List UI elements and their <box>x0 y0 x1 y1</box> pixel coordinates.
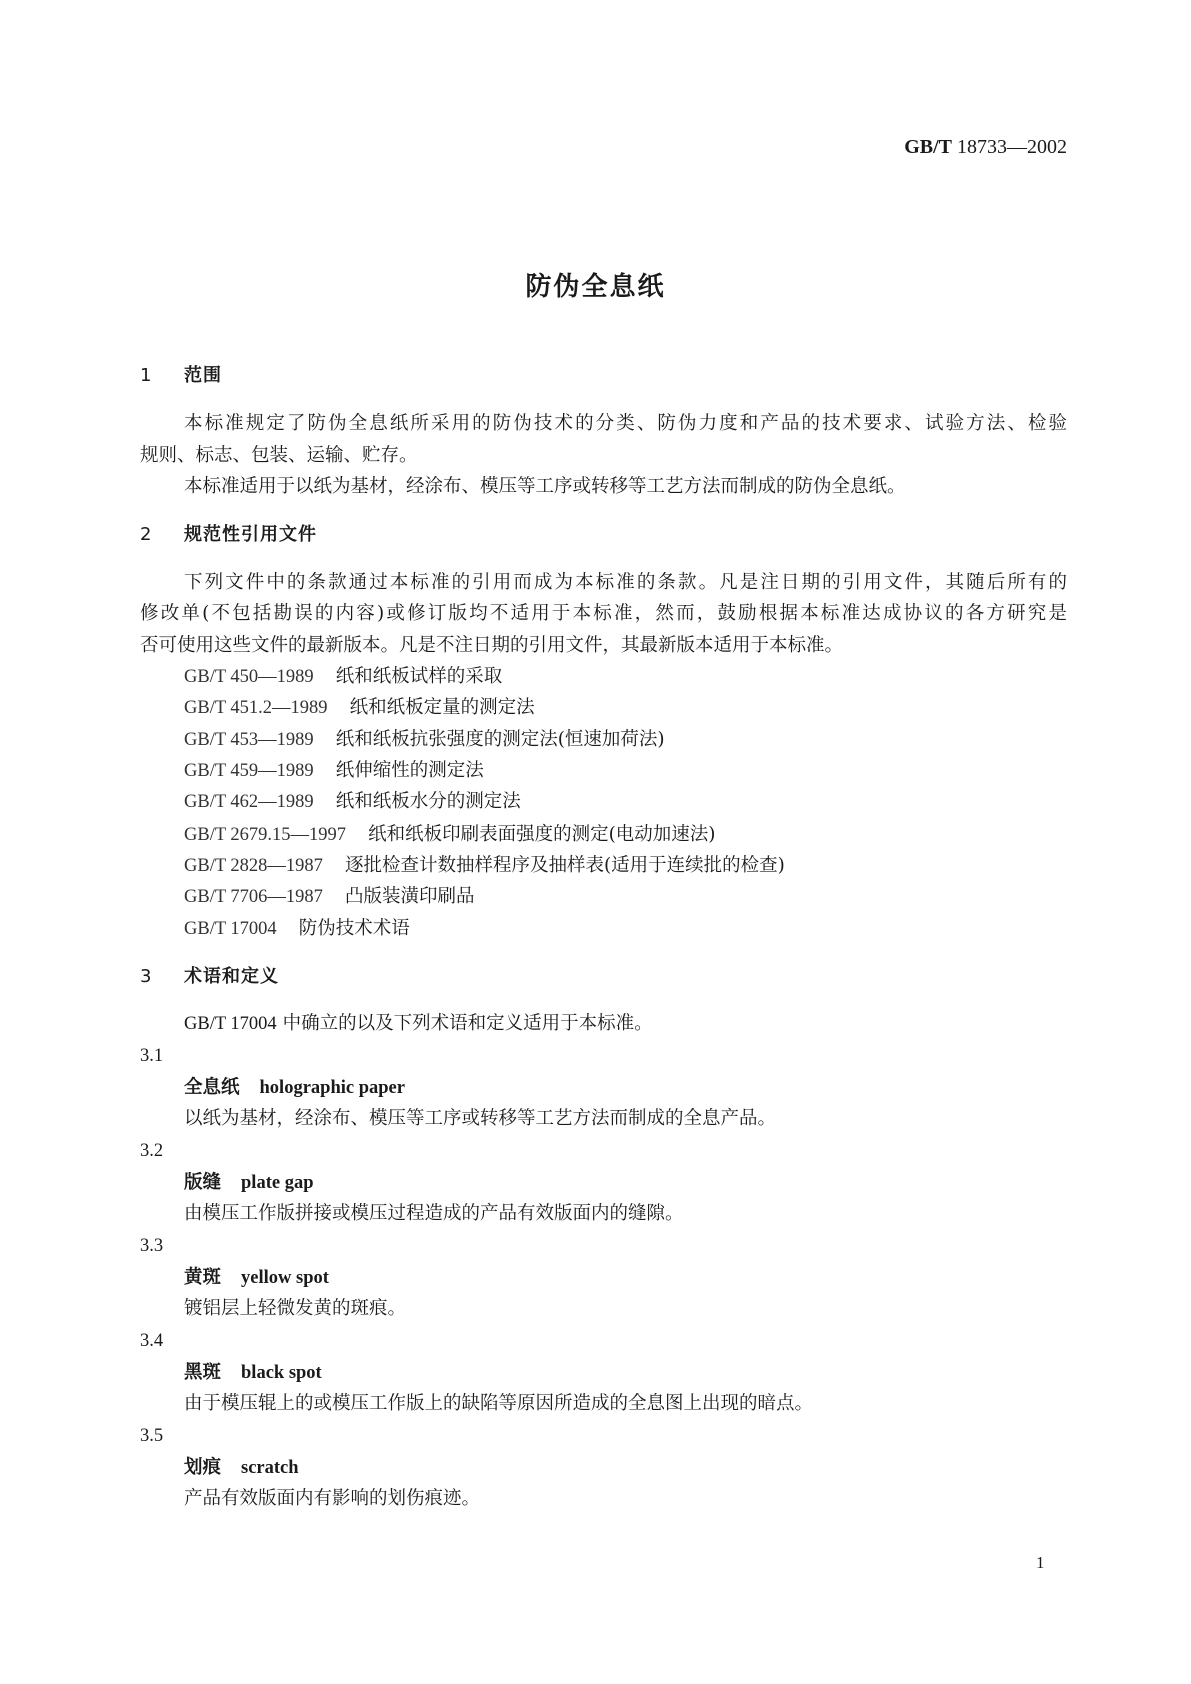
term-number: 3.4 <box>140 1331 164 1351</box>
reference-title: 纸和纸板定量的测定法 <box>349 697 535 718</box>
term-heading <box>184 1076 405 1100</box>
term-definition: 产品有效版面内有影响的划伤痕迹。 <box>184 1488 481 1509</box>
normative-intro-line3: 否可使用这些文件的最新版本。凡是不注日期的引用文件，其最新版本适用于本标准。 <box>140 635 844 656</box>
document-title: 防伪全息纸 <box>525 272 666 302</box>
reference-code: GB/T 453—1989 <box>184 730 314 750</box>
normative-intro-line2: 修改单(不包括勘误的内容)或修订版均不适用于本标准，然而，鼓励根据本标准达成协议的各方研究是 <box>140 603 1067 624</box>
reference-item <box>184 728 665 752</box>
reference-title: 纸和纸板试样的采取 <box>335 666 503 687</box>
reference-item <box>184 696 535 720</box>
term-heading <box>184 1171 313 1195</box>
section-heading-2: 2 规范性引用文件 <box>140 524 317 545</box>
reference-code: GB/T 451.2—1989 <box>184 698 328 718</box>
term-number: 3.3 <box>140 1236 164 1256</box>
scope-paragraph-2: 本标准适用于以纸为基材，经涂布、模压等工序或转移等工艺方法而制成的防伪全息纸。 <box>184 476 906 497</box>
reference-code: GB/T 450—1989 <box>184 667 314 687</box>
term-zh: 全息纸 <box>184 1077 240 1098</box>
term-heading <box>184 1456 299 1480</box>
terms-intro: GB/T 17004 中确立的以及下列术语和定义适用于本标准。 <box>184 1013 653 1034</box>
reference-title: 纸和纸板抗张强度的测定法(恒速加荷法) <box>335 729 665 750</box>
reference-code: GB/T 7706—1987 <box>184 887 323 907</box>
section-heading-3: 3 术语和定义 <box>140 966 279 987</box>
reference-code: GB/T 2679.15—1997 <box>184 825 347 845</box>
reference-item <box>184 790 521 814</box>
term-number: 3.2 <box>140 1141 164 1161</box>
reference-item <box>184 665 502 689</box>
term-en: scratch <box>241 1458 299 1478</box>
term-definition: 由模压工作版拼接或模压过程造成的产品有效版面内的缝隙。 <box>184 1203 684 1224</box>
reference-item <box>184 885 474 909</box>
reference-code: GB/T 2828—1987 <box>184 856 323 876</box>
scope-paragraph-1: 本标准规定了防伪全息纸所采用的防伪技术的分类、防伪力度和产品的技术要求、试验方法、检验 <box>184 413 1067 434</box>
term-zh: 划痕 <box>184 1457 222 1478</box>
reference-item <box>184 759 484 783</box>
reference-title: 纸和纸板水分的测定法 <box>335 791 521 812</box>
term-number: 3.1 <box>140 1046 164 1066</box>
term-definition: 由于模压辊上的或模压工作版上的缺陷等原因所造成的全息图上出现的暗点。 <box>184 1393 814 1414</box>
term-en: plate gap <box>241 1173 314 1193</box>
reference-code: GB/T 459—1989 <box>184 761 314 781</box>
reference-title: 纸伸缩性的测定法 <box>335 760 484 781</box>
reference-item <box>184 917 410 941</box>
reference-title: 防伪技术术语 <box>298 918 410 939</box>
standard-number: GB/T 18733—2002 <box>904 136 1067 158</box>
reference-title: 纸和纸板印刷表面强度的测定(电动加速法) <box>368 824 716 845</box>
reference-title: 逐批检查计数抽样程序及抽样表(适用于连续批的检查) <box>344 855 785 876</box>
term-en: black spot <box>241 1363 322 1383</box>
reference-item <box>184 854 785 878</box>
term-zh: 版缝 <box>184 1172 222 1193</box>
term-en: yellow spot <box>241 1268 329 1288</box>
section-heading-1: 1 范围 <box>140 365 222 386</box>
term-heading <box>184 1361 322 1385</box>
term-en: holographic paper <box>259 1078 405 1098</box>
term-number: 3.5 <box>140 1426 164 1446</box>
page-number: 1 <box>1036 1553 1045 1572</box>
reference-code: GB/T 17004 <box>184 919 277 939</box>
normative-intro-line1: 下列文件中的条款通过本标准的引用而成为本标准的条款。凡是注日期的引用文件，其随后所有的 <box>184 572 1067 593</box>
reference-item <box>184 823 716 847</box>
term-zh: 黑斑 <box>184 1362 222 1383</box>
reference-code: GB/T 462—1989 <box>184 792 314 812</box>
term-heading <box>184 1266 329 1290</box>
term-definition: 镀铝层上轻微发黄的斑痕。 <box>184 1298 407 1319</box>
term-definition: 以纸为基材，经涂布、模压等工序或转移等工艺方法而制成的全息产品。 <box>184 1108 777 1129</box>
reference-title: 凸版装潢印刷品 <box>344 886 475 907</box>
scope-paragraph-1-cont: 规则、标志、包装、运输、贮存。 <box>140 445 418 466</box>
term-zh: 黄斑 <box>184 1267 222 1288</box>
